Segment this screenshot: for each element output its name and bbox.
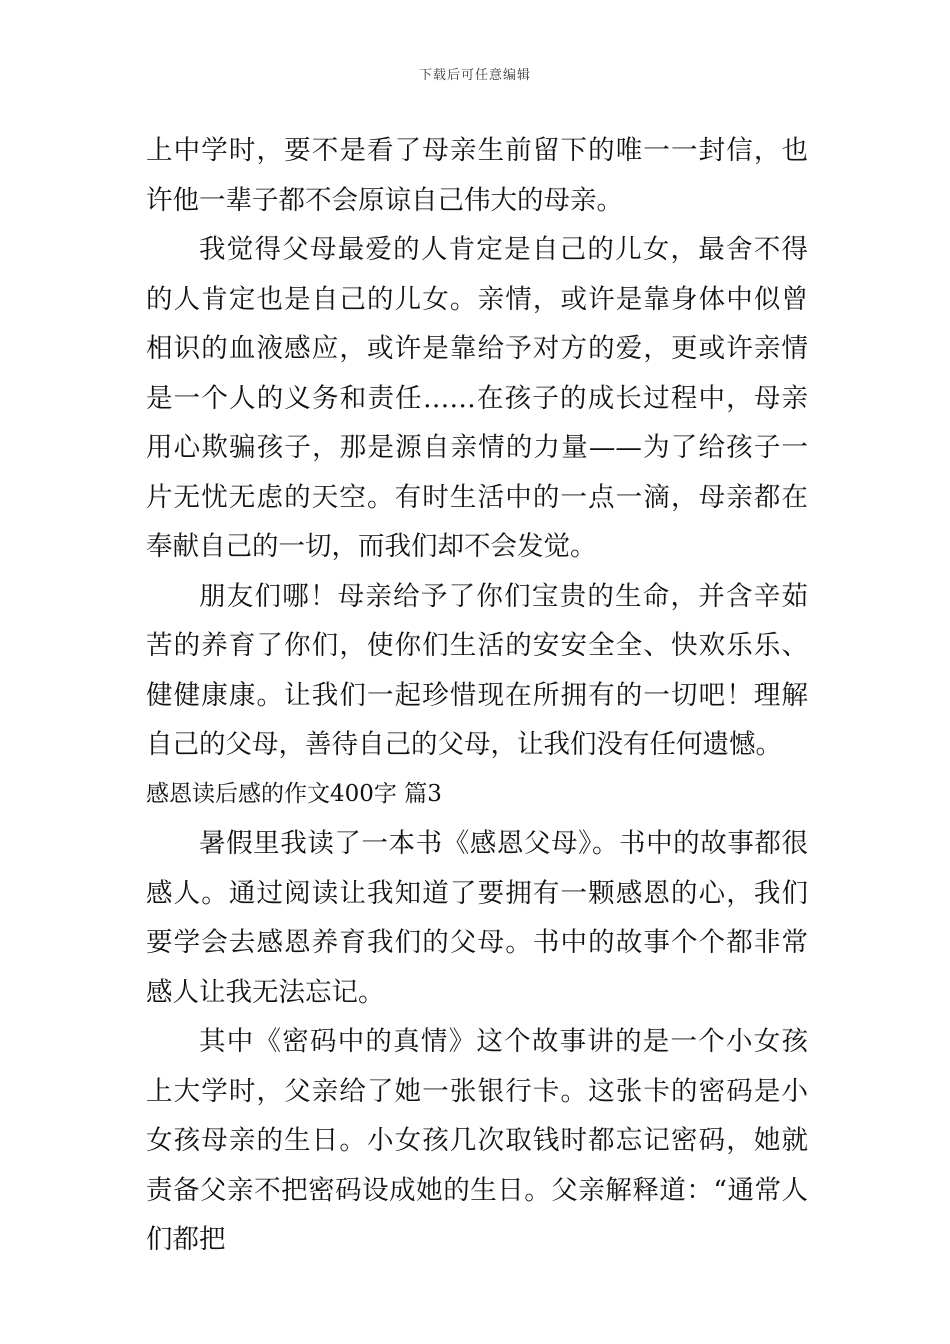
paragraph-3: 朋友们哪！母亲给予了你们宝贵的生命，并含辛茹苦的养育了你们，使你们生活的安安全全、快欢乐乐、健健康康。让我们一起珍惜现在所拥有的一切吧！理解自己的父母，善待自己的父母，让我们没有任何遗憾。 [146,580,808,760]
header-note: 下载后可任意编辑 [418,68,531,83]
section-title: 感恩读后感的作文400字 篇3 [146,780,442,807]
paragraph-1: 上中学时，要不是看了母亲生前留下的唯一一封信，也许他一辈子都不会原谅自己伟大的母亲。 [146,135,808,216]
paragraph-5: 其中《密码中的真情》这个故事讲的是一个小女孩上大学时，父亲给了她一张银行卡。这张卡的密码是小女孩母亲的生日。小女孩几次取钱时都忘记密码，她就责备父亲不把密码设成她的生日。父亲解释道：“通常人们都把 [146,1026,808,1255]
paragraph-2: 我觉得父母最爱的人肯定是自己的儿女，最舍不得的人肯定也是自己的儿女。亲情，或许是靠身体中似曾相识的血液感应，或许是靠给予对方的爱，更或许亲情是一个人的义务和责任……在孩子的成长过程中，母亲用心欺骗孩子，那是源自亲情的力量——为了给孩子一片无忧无虑的天空。有时生活中的一点一滴，母亲都在奉献自己的一切，而我们却不会发觉。 [146,234,808,562]
paragraph-4: 暑假里我读了一本书《感恩父母》。书中的故事都很感人。通过阅读让我知道了要拥有一颗感恩的心，我们要学会去感恩养育我们的父母。书中的故事个个都非常感人让我无法忘记。 [146,828,808,1008]
document-body [146,126,808,1265]
